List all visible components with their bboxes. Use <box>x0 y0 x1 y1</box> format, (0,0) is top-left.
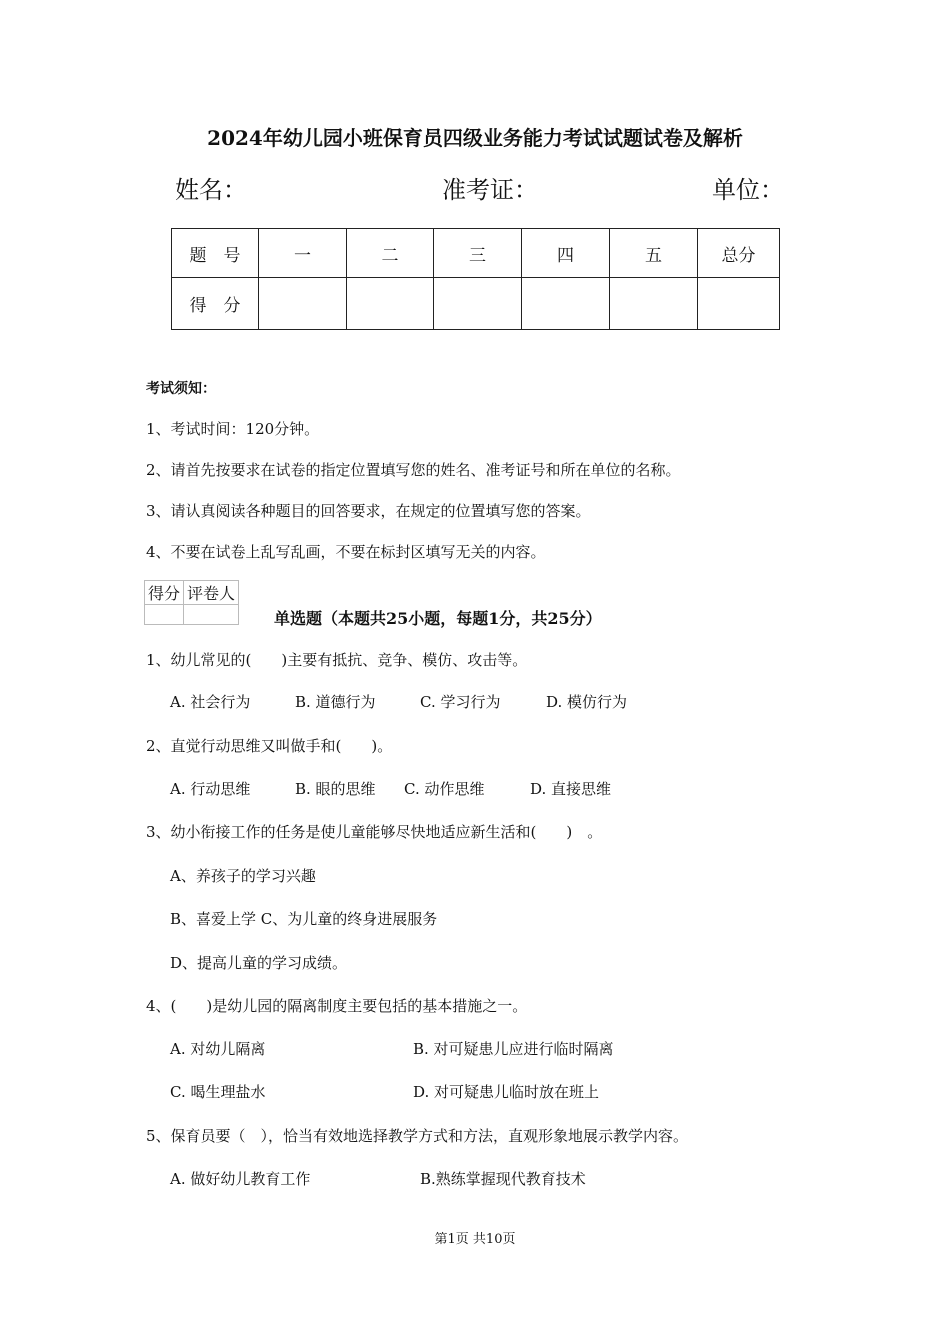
question-option[interactable]: C. 喝生理盐水 <box>170 1083 266 1101</box>
notice-item: 1、考试时间：120分钟。 <box>146 420 320 438</box>
score-cell[interactable] <box>434 278 522 330</box>
exam-id-field-label: 准考证： <box>442 176 538 204</box>
score-header-cell: 总分 <box>698 229 780 278</box>
question-stem: 1、幼儿常见的( )主要有抵抗、竞争、模仿、攻击等。 <box>146 651 528 669</box>
notice-item: 4、不要在试卷上乱写乱画，不要在标封区填写无关的内容。 <box>146 543 546 561</box>
question-stem: 5、保育员要（ ），恰当有效地选择教学方式和方法，直观形象地展示教学内容。 <box>146 1127 689 1145</box>
grader-score-cell[interactable] <box>145 605 184 625</box>
question-option[interactable]: A、养孩子的学习兴趣 <box>170 867 316 885</box>
question-stem: 4、( )是幼儿园的隔离制度主要包括的基本措施之一。 <box>146 997 528 1015</box>
question-option[interactable]: D、提高儿童的学习成绩。 <box>170 954 348 972</box>
grader-score-label: 得分 <box>145 581 184 605</box>
question-option[interactable]: D. 模仿行为 <box>546 693 628 711</box>
score-table <box>171 228 780 330</box>
score-row-label: 得 分 <box>172 278 259 330</box>
question-option[interactable]: B. 道德行为 <box>295 693 376 711</box>
grader-box <box>144 580 239 625</box>
score-cell[interactable] <box>347 278 434 330</box>
score-header-cell: 题 号 <box>172 229 259 278</box>
exam-title: 2024年幼儿园小班保育员四级业务能力考试试题试卷及解析 <box>207 126 743 150</box>
question-option[interactable]: B. 对可疑患儿应进行临时隔离 <box>413 1040 614 1058</box>
score-header-cell: 一 <box>259 229 347 278</box>
score-header-cell: 四 <box>522 229 610 278</box>
question-option[interactable]: D. 直接思维 <box>530 780 612 798</box>
question-option[interactable]: A. 做好幼儿教育工作 <box>170 1170 311 1188</box>
question-option[interactable]: B、喜爱上学 C、为儿童的终身进展服务 <box>170 910 438 928</box>
score-header-cell: 二 <box>347 229 434 278</box>
unit-field-label: 单位： <box>712 176 784 204</box>
notice-item: 2、请首先按要求在试卷的指定位置填写您的姓名、准考证号和所在单位的名称。 <box>146 461 681 479</box>
question-option[interactable]: A. 对幼儿隔离 <box>170 1040 266 1058</box>
score-cell[interactable] <box>259 278 347 330</box>
question-option[interactable]: D. 对可疑患儿临时放在班上 <box>413 1083 600 1101</box>
question-option[interactable]: B.熟练掌握现代教育技术 <box>420 1170 586 1188</box>
question-option[interactable]: B. 眼的思维 <box>295 780 376 798</box>
score-cell[interactable] <box>698 278 780 330</box>
question-stem: 2、直觉行动思维又叫做手和( )。 <box>146 737 393 755</box>
score-cell[interactable] <box>522 278 610 330</box>
question-option[interactable]: A. 社会行为 <box>170 693 251 711</box>
grader-reviewer-label: 评卷人 <box>184 581 239 605</box>
page-footer: 第1页 共10页 <box>434 1232 516 1247</box>
question-option[interactable]: A. 行动思维 <box>170 780 251 798</box>
name-field-label: 姓名： <box>175 176 247 204</box>
question-option[interactable]: C. 学习行为 <box>420 693 501 711</box>
score-header-cell: 五 <box>610 229 698 278</box>
notice-item: 3、请认真阅读各种题目的回答要求，在规定的位置填写您的答案。 <box>146 502 591 520</box>
score-cell[interactable] <box>610 278 698 330</box>
section-title: 单选题（本题共25小题，每题1分，共25分） <box>274 609 602 628</box>
grader-reviewer-cell[interactable] <box>184 605 239 625</box>
score-table-score-row <box>172 278 780 330</box>
score-table-header-row <box>172 229 780 278</box>
question-stem: 3、幼小衔接工作的任务是使儿童能够尽快地适应新生活和( ) 。 <box>146 823 603 841</box>
question-option[interactable]: C. 动作思维 <box>404 780 485 798</box>
notice-heading: 考试须知： <box>146 381 216 397</box>
score-header-cell: 三 <box>434 229 522 278</box>
